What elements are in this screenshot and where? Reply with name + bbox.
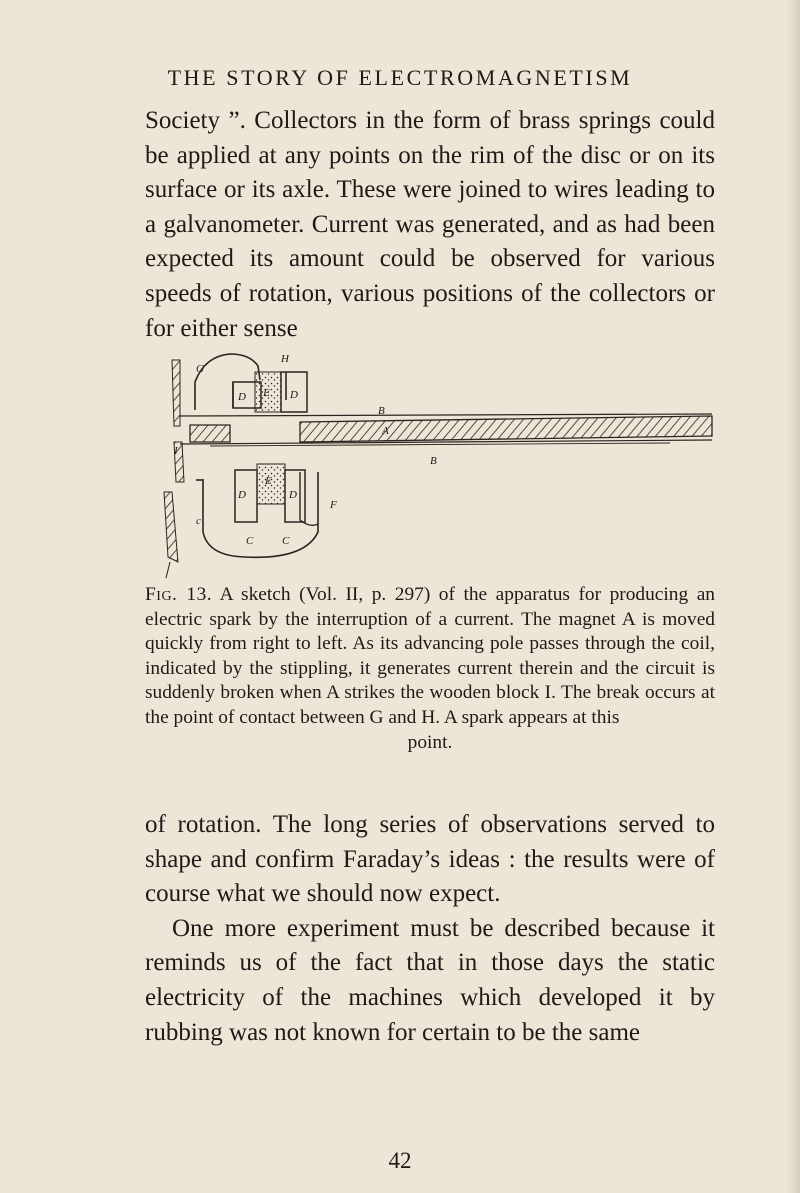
label-d-bottom-right: D: [289, 489, 297, 501]
label-e-top: E: [263, 387, 270, 399]
caption-fig-label: Fig. 13.: [145, 584, 213, 605]
page-number: 42: [388, 1148, 412, 1173]
label-a: A: [382, 425, 389, 437]
label-b-bottom: B: [430, 455, 437, 467]
body-paragraph-top: [145, 104, 715, 346]
label-c-left: C: [246, 535, 254, 547]
caption-last-line: point.: [407, 731, 453, 753]
paragraph-bottom-1: of rotation. The long series of observations served to shape and confirm Faraday’s ideas : the results were of course what we should now expect.: [145, 811, 715, 908]
label-c-right: C: [282, 535, 290, 547]
label-e-bottom: E: [265, 475, 272, 487]
wooden-block-i: [164, 360, 184, 578]
label-b-top: B: [378, 405, 385, 417]
figure-13-apparatus-sketch: [150, 352, 715, 582]
label-h: H: [281, 353, 289, 365]
body-text-bottom: [145, 808, 715, 1050]
label-c: c: [196, 515, 201, 527]
page-edge-shadow: [786, 0, 800, 1193]
label-g: G: [196, 363, 204, 375]
paragraph-bottom-2: One more experiment must be described because it reminds us of the fact that in those days the static electricity of the machines which developed it by rubbing was not known for certain to be the same: [145, 914, 715, 1046]
label-i: I: [174, 445, 178, 457]
label-d-top-right: D: [290, 389, 298, 401]
magnet-bars: [180, 414, 712, 446]
running-head: THE STORY OF ELECTROMAGNETISM: [167, 65, 633, 90]
lower-coil-box: [235, 464, 318, 525]
label-f: F: [330, 499, 337, 511]
figure-caption: [145, 583, 715, 755]
caption-text: A sketch (Vol. II, p. 297) of the apparatus for producing an electric spark by the interruption of a current. The magnet A is moved quickly from right to left. As its advancing pole passes through the coil, indicated by the stippling, it generates current therein and the circuit is suddenly broken when A strikes the wooden block I. The break occurs at the point of contact between G and H. A spark appears at this: [145, 584, 715, 728]
paragraph-top-text: Society ”. Collectors in the form of brass springs could be applied at any points on the rim of the disc or on its surface or its axle. These were joined to wires leading to a galvanometer. Current was generated, and as had been expected its amount could be observed for various speeds of rotation, various positions of the collectors or for either sense: [145, 107, 715, 342]
label-d-top-left: D: [238, 391, 246, 403]
label-d-bottom-left: D: [238, 489, 246, 501]
